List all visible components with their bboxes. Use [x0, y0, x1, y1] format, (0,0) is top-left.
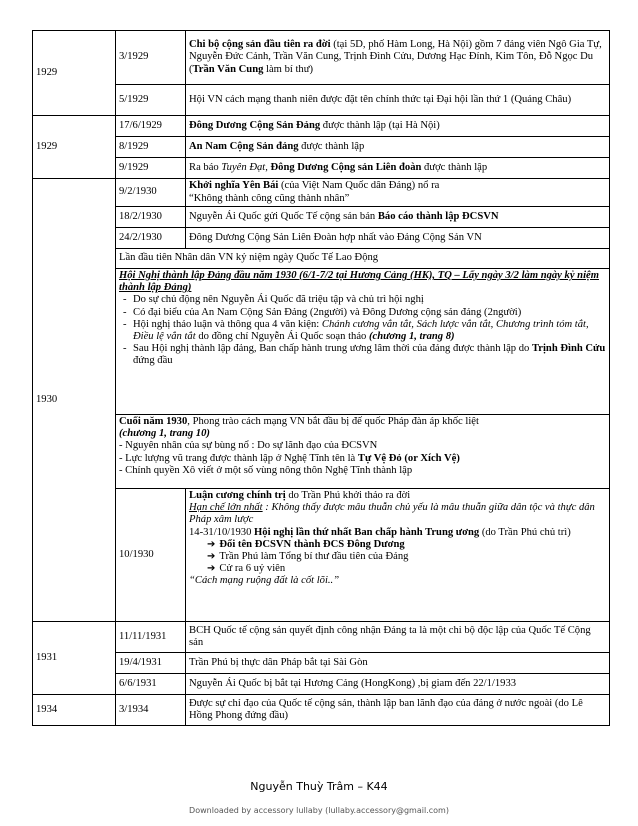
event-cell: Lần đầu tiên Nhân dân VN kỷ niệm ngày Quốc Tế Lao Động [116, 249, 610, 269]
date-cell: 10/1930 [116, 489, 186, 622]
table-row [33, 179, 610, 207]
table-row [33, 85, 610, 116]
soviet-line: - Chính quyền Xô viết ở một số vùng nông thôn Nghệ Tĩnh thành lập [119, 464, 413, 476]
event-text: Nguyễn Ái Quốc gửi Quốc Tế cộng sản bản [189, 210, 378, 222]
date-cell: 17/6/1929 [116, 116, 186, 137]
table-row [33, 116, 610, 137]
table-row [33, 415, 610, 489]
arrow-item [189, 563, 606, 575]
date-cell: 6/6/1931 [116, 674, 186, 695]
event-cell [186, 31, 610, 85]
event-text: - Lực lượng vũ trang được thành lập ở Nghệ Tĩnh tên là [119, 452, 358, 464]
table-row [33, 489, 610, 622]
event-bold: Chi bộ cộng sản đầu tiên ra đời [189, 39, 331, 51]
cause-line: - Nguyên nhân của sự bùng nổ : Do sự lãnh đạo của ĐCSVN [119, 440, 378, 452]
date-cell: 5/1929 [116, 85, 186, 116]
list-text: Có đại biểu của An Nam Cộng Sản Đảng (2người) và Đông Dương cộng sản đảng (2người) [133, 306, 522, 318]
download-note: Downloaded by accessory lullaby (lullaby.accessory@gmail.com) [189, 806, 449, 815]
table-row [33, 158, 610, 179]
table-row [33, 674, 610, 695]
list-text: do đồng chí Nguyễn Ái Quốc soạn thảo [195, 331, 369, 343]
list-item [119, 294, 606, 306]
event-cell [186, 179, 610, 207]
event-bold: Trần Văn Cung [192, 63, 264, 75]
date-cell: 9/1929 [116, 158, 186, 179]
year-cell: 1931 [33, 622, 116, 695]
arrow-text: Đổi tên ĐCSVN thành ĐCS Đông Dương [219, 538, 405, 550]
event-cell: BCH Quốc tế cộng sản quyết định công nhận Đảng ta là một chi bộ độc lập của Quốc Tế Cộng sản [186, 622, 610, 653]
event-text: được thành lập (tại Hà Nội) [320, 119, 440, 131]
chapter-ref: (chương 1, trang 10) [119, 428, 210, 440]
event-bold: Khởi nghĩa Yên Bái [189, 180, 279, 192]
plenum-line [189, 527, 606, 539]
event-quote: “Không thành công cũng thành nhân” [189, 192, 350, 204]
dash-mark: - [123, 306, 127, 318]
event-cell [116, 415, 610, 489]
conference-list [119, 294, 606, 367]
event-italic: Tuyên Đạt [221, 161, 266, 173]
event-cell: Hội VN cách mạng thanh niên được đặt tên chính thức tại Đại hội lần thứ 1 (Quảng Châu) [186, 85, 610, 116]
list-item [119, 319, 606, 343]
list-bold-italic: (chương 1, trang 8) [368, 331, 455, 343]
limitation-line [189, 502, 606, 526]
event-cell: Được sự chỉ đạo của Quốc tế cộng sản, thành lập ban lãnh đạo của đảng ở nước ngoài (do Lê Hồng Phong đứng đầu) [186, 695, 610, 726]
event-bold: Luận cương chính trị [189, 490, 286, 501]
event-cell [186, 137, 610, 158]
event-bold: Đông Dương Cộng sản Liên đoàn [270, 161, 422, 173]
table-row [33, 137, 610, 158]
arrow-icon: ➔ [207, 538, 216, 550]
event-bold: Báo cáo thành lập ĐCSVN [377, 210, 499, 222]
event-text: được thành lập [421, 161, 488, 173]
event-text: được thành lập [298, 140, 365, 152]
timeline-table [32, 30, 610, 726]
table-row [33, 695, 610, 726]
event-text: 14-31/10/1930 [189, 526, 255, 538]
event-text: (tại 5D, phố Hàm Long, Hà Nội) gồm 7 đảng viên Ngô Gia Tự, Nguyễn Đức Cảnh, Trần Văn Cung, Trịnh Đình Cửu, Dương Hạc Đính, Kim Tôn, Đỗ Ngọc Du ( [189, 39, 602, 75]
conference-heading: Hội Nghị thành lập Đảng đầu năm 1930 (6/1-7/2 tại Hương Cảng (HK), TQ – Lấy ngày 3/2 làm ngày kỷ niệm thành lập Đảng) [119, 270, 599, 294]
event-text: (của Việt Nam Quốc dân Đảng) nổ ra [278, 180, 440, 192]
slogan-line: “Cách mạng ruộng đất là cốt lõi..” [189, 575, 340, 587]
date-cell: 18/2/1930 [116, 207, 186, 228]
list-item [119, 343, 606, 367]
date-cell: 11/11/1931 [116, 622, 186, 653]
table-row [33, 249, 610, 269]
table-row [33, 653, 610, 674]
page-footer: Nguyễn Thuỳ Trâm – K44 [250, 780, 388, 793]
table-row [33, 228, 610, 249]
list-text: Sau Hội nghị thành lập đảng, Ban chấp hành trung ương lâm thời của đảng được thành lập do [133, 343, 532, 355]
event-cell: Đông Dương Cộng Sản Liên Đoàn hợp nhất vào Đảng Cộng Sản VN [186, 228, 610, 249]
dash-mark: - [123, 294, 127, 306]
event-bold: Tự Vệ Đỏ (or Xích Vệ) [357, 452, 460, 464]
event-text: , [265, 161, 271, 173]
table-row [33, 207, 610, 228]
table-row [33, 622, 610, 653]
dash-mark: - [123, 343, 127, 355]
event-cell: Trần Phú bị thực dân Pháp bắt tại Sài Gòn [186, 653, 610, 674]
list-item [119, 307, 606, 319]
arrow-text: Trần Phú làm Tổng bí thư đầu tiên của Đảng [219, 551, 409, 563]
event-text: do Trần Phú khởi thảo ra đời [285, 490, 411, 501]
event-bold: Hội nghị lần thứ nhất Ban chấp hành Trung ương [254, 526, 480, 538]
event-cell [186, 158, 610, 179]
arrow-icon: ➔ [207, 563, 216, 575]
event-bold: Cuối năm 1930 [119, 416, 188, 427]
armed-force-line [119, 453, 606, 465]
event-text: (do Trần Phú chủ trì) [479, 526, 571, 538]
event-cell [186, 489, 610, 622]
list-text: Do sự chủ động nên Nguyễn Ái Quốc đã triệu tập và chủ trì hội nghị [133, 294, 424, 306]
event-bold: An Nam Cộng Sản đảng [189, 140, 299, 152]
arrow-text: Cử ra 6 uỷ viên [219, 563, 286, 575]
date-cell: 19/4/1931 [116, 653, 186, 674]
year-cell: 1929 [33, 31, 116, 116]
list-text: Hội nghị thảo luận và thông qua 4 văn kiện: [133, 318, 322, 330]
list-bold: Trịnh Đình Cửu [532, 343, 606, 355]
event-cell [116, 269, 610, 415]
limitation-label: Hạn chế lớn nhất [189, 502, 263, 514]
date-cell: 8/1929 [116, 137, 186, 158]
list-text: đứng đầu [133, 355, 173, 367]
event-text: Ra báo [189, 161, 222, 173]
limitation-text: : Không thấy được mâu thuẫn chủ yếu là mâu thuẫn giữa dân tộc và thực dân Pháp xâm lược [189, 502, 595, 526]
event-cell [186, 207, 610, 228]
event-text: , Phong trào cách mạng VN bắt đầu bị đế quốc Pháp đàn áp khốc liệt [187, 416, 479, 427]
arrow-icon: ➔ [207, 551, 216, 563]
event-cell [186, 116, 610, 137]
date-cell: 9/2/1930 [116, 179, 186, 207]
date-cell: 24/2/1930 [116, 228, 186, 249]
event-cell: Nguyễn Ái Quốc bị bắt tại Hương Cảng (HongKong) ,bị giam đến 22/1/1933 [186, 674, 610, 695]
arrow-item [189, 539, 606, 551]
thesis-line [189, 490, 606, 502]
year-cell: 1929 [33, 116, 116, 179]
year-cell: 1934 [33, 695, 116, 726]
arrow-item [189, 551, 606, 563]
year-cell: 1930 [33, 179, 116, 622]
table-row [33, 269, 610, 415]
event-text: làm bí thư) [263, 63, 313, 75]
date-cell: 3/1934 [116, 695, 186, 726]
repression-line [119, 416, 606, 428]
dash-mark: - [123, 318, 127, 330]
event-bold: Đông Dương Cộng Sản Đảng [189, 119, 321, 131]
list-italic: Chánh cương vắn tắt, Sách lược vắn tắt, Chương trình tóm tắt, Điều lệ vắn tắt [133, 318, 589, 343]
date-cell: 3/1929 [116, 31, 186, 85]
table-row [33, 31, 610, 85]
